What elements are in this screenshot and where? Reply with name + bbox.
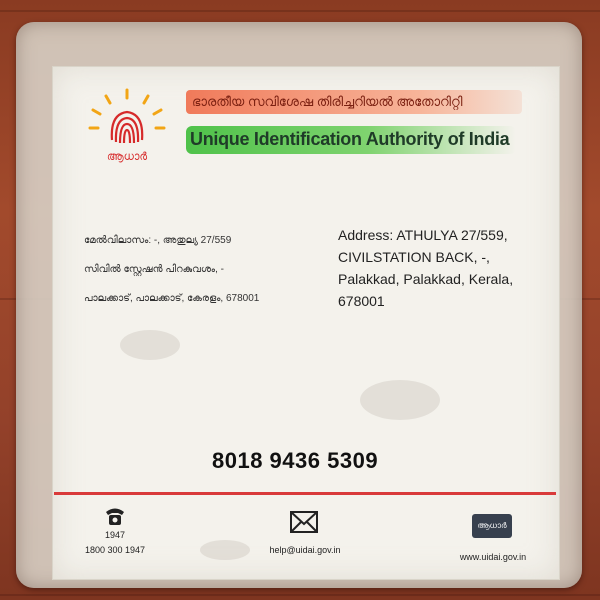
header-malayalam: ഭാരതീയ സവിശേഷ തിരിച്ചറിയൽ അതോറിറ്റി	[186, 90, 522, 114]
support-email: help@uidai.gov.in	[269, 545, 341, 555]
aadhaar-fingerprint-logo	[88, 88, 166, 166]
phone-tollfree: 1800 300 1947	[84, 545, 146, 555]
header-english: Unique Identification Authority of India	[190, 129, 510, 149]
aadhaar-number: 8018 9436 5309	[212, 448, 379, 473]
address-ml-line-3: പാലക്കാട്, പാലക്കാട്, കേരളം, 678001	[84, 293, 260, 304]
address-ml-line-2: സിവിൽ സ്റ്റേഷൻ പിറകുവശം, -	[84, 264, 225, 275]
red-divider	[54, 492, 556, 495]
header-english-bar	[186, 126, 516, 154]
logo-caption: ആധാർ	[106, 150, 148, 163]
telephone-icon	[104, 506, 126, 526]
envelope-icon	[290, 510, 318, 534]
web-badge-icon	[472, 514, 512, 538]
phone-short: 1947	[104, 530, 126, 540]
address-en-line-2: CIVILSTATION BACK, -,	[338, 249, 490, 265]
address-ml-line-1: മേൽവിലാസം: -, അതുല്യ 27/559	[84, 235, 232, 246]
address-en-line-3: Palakkad, Palakkad, Kerala,	[338, 271, 514, 287]
website: www.uidai.gov.in	[459, 552, 527, 562]
web-badge-label: ആധാർ	[477, 521, 507, 530]
address-en-line-4: 678001	[338, 293, 385, 309]
address-malayalam	[84, 226, 304, 313]
address-english	[338, 224, 538, 312]
address-en-line-1: Address: ATHULYA 27/559,	[338, 227, 508, 243]
